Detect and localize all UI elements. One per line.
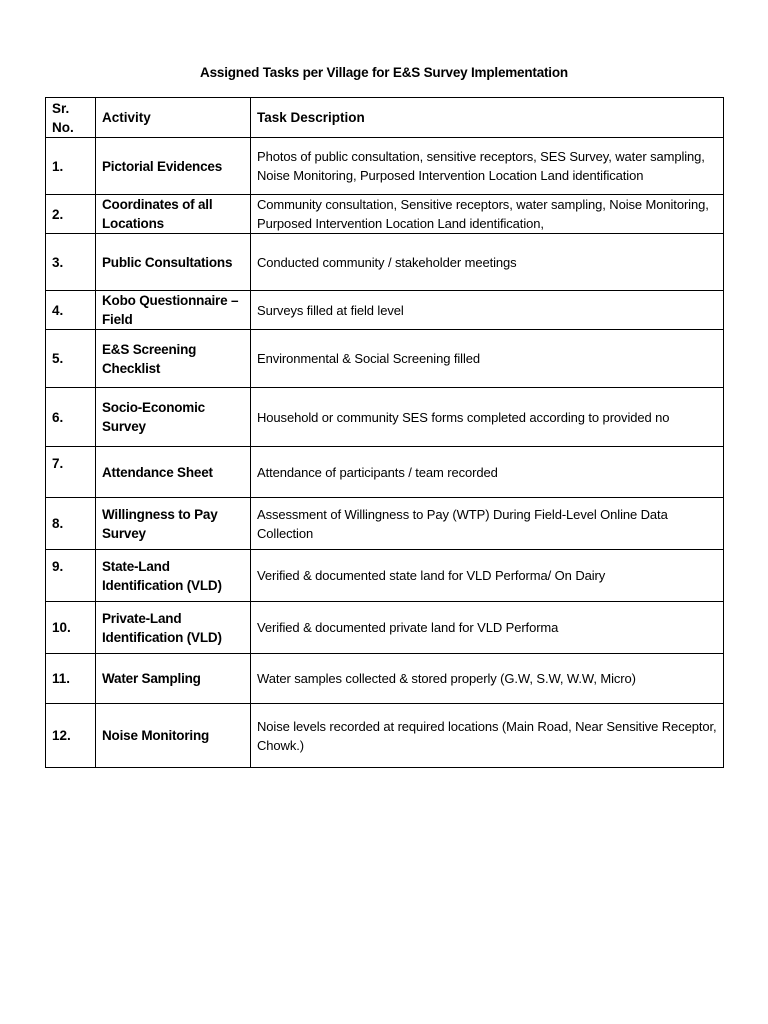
sr-cell: 9. — [46, 550, 96, 602]
description-cell: Household or community SES forms completed according to provided no — [251, 388, 724, 447]
table-row — [46, 234, 724, 291]
activity-cell: Private-Land Identification (VLD) — [96, 602, 251, 654]
description-cell: Surveys filled at field level — [251, 291, 724, 330]
description-cell: Community consultation, Sensitive receptors, water sampling, Noise Monitoring, Purposed Intervention Location Land identification, — [251, 195, 724, 234]
header-activity: Activity — [96, 98, 251, 138]
table-row — [46, 388, 724, 447]
description-cell: Environmental & Social Screening filled — [251, 330, 724, 388]
sr-cell: 1. — [46, 138, 96, 195]
activity-cell: Public Consultations — [96, 234, 251, 291]
sr-cell: 11. — [46, 654, 96, 704]
sr-cell: 6. — [46, 388, 96, 447]
table-row — [46, 704, 724, 768]
activity-cell: Water Sampling — [96, 654, 251, 704]
table-row — [46, 498, 724, 550]
header-task-description: Task Description — [251, 98, 724, 138]
sr-cell: 8. — [46, 498, 96, 550]
table-row — [46, 654, 724, 704]
description-cell: Water samples collected & stored properly (G.W, S.W, W.W, Micro) — [251, 654, 724, 704]
table-row — [46, 602, 724, 654]
activity-cell: E&S Screening Checklist — [96, 330, 251, 388]
table-row — [46, 550, 724, 602]
table-row — [46, 138, 724, 195]
activity-cell: Attendance Sheet — [96, 447, 251, 498]
sr-cell: 3. — [46, 234, 96, 291]
tasks-table — [45, 97, 724, 768]
sr-cell: 4. — [46, 291, 96, 330]
activity-cell: Noise Monitoring — [96, 704, 251, 768]
activity-cell: Willingness to Pay Survey — [96, 498, 251, 550]
header-sr-no: Sr. No. — [46, 98, 96, 138]
activity-cell: Pictorial Evidences — [96, 138, 251, 195]
sr-cell: 5. — [46, 330, 96, 388]
description-cell: Verified & documented private land for VLD Performa — [251, 602, 724, 654]
table-row — [46, 330, 724, 388]
activity-cell: Socio-Economic Survey — [96, 388, 251, 447]
description-cell: Noise levels recorded at required locations (Main Road, Near Sensitive Receptor, Chowk.) — [251, 704, 724, 768]
description-cell: Assessment of Willingness to Pay (WTP) During Field-Level Online Data Collection — [251, 498, 724, 550]
table-row — [46, 195, 724, 234]
description-cell: Photos of public consultation, sensitive receptors, SES Survey, water sampling, Noise Monitoring, Purposed Intervention Location Land identification — [251, 138, 724, 195]
document-title: Assigned Tasks per Village for E&S Survey Implementation — [200, 65, 568, 80]
description-cell: Attendance of participants / team recorded — [251, 447, 724, 498]
description-cell: Conducted community / stakeholder meetings — [251, 234, 724, 291]
sr-cell: 10. — [46, 602, 96, 654]
activity-cell: State-Land Identification (VLD) — [96, 550, 251, 602]
table-row — [46, 447, 724, 498]
table-row — [46, 291, 724, 330]
table-header-row — [46, 98, 724, 138]
description-cell: Verified & documented state land for VLD Performa/ On Dairy — [251, 550, 724, 602]
sr-cell: 12. — [46, 704, 96, 768]
sr-cell: 2. — [46, 195, 96, 234]
activity-cell: Kobo Questionnaire – Field — [96, 291, 251, 330]
activity-cell: Coordinates of all Locations — [96, 195, 251, 234]
sr-cell: 7. — [46, 447, 96, 498]
